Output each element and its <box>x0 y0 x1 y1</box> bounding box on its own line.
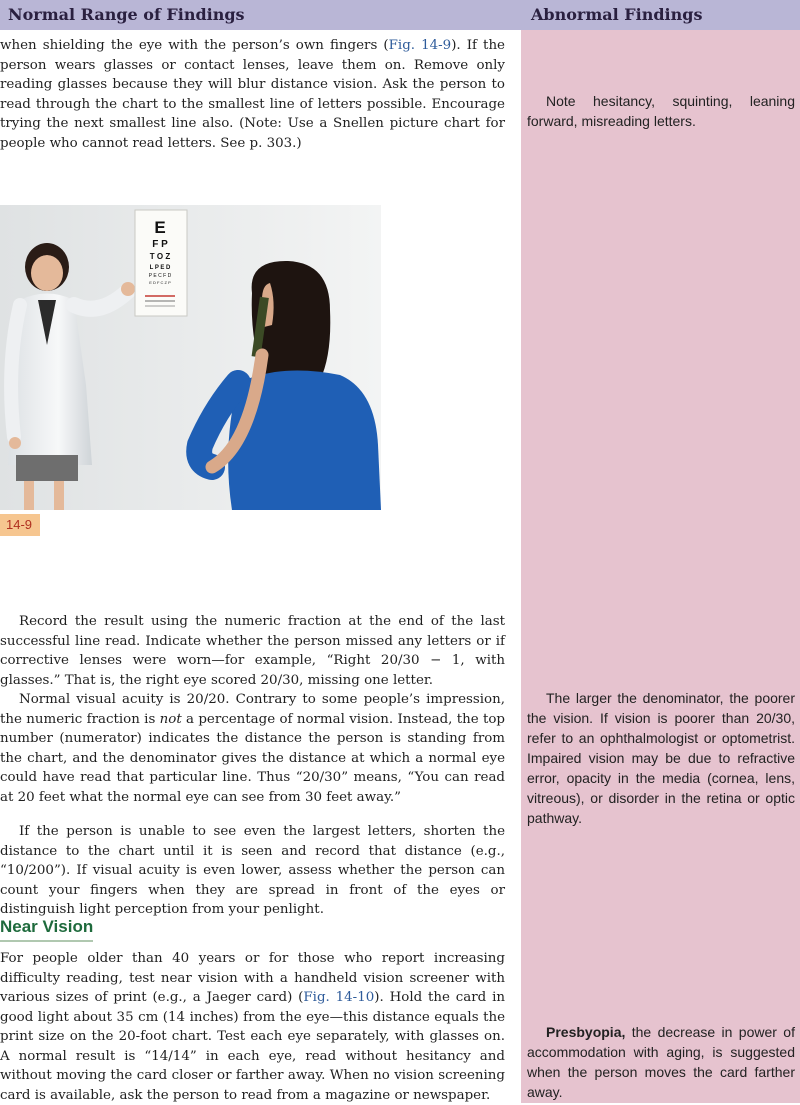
figure-label: 14-9 <box>0 514 40 536</box>
snellen-chart <box>135 210 187 316</box>
svg-text:F P: F P <box>152 239 168 250</box>
svg-text:T O Z: T O Z <box>149 252 171 261</box>
record-result-paragraph: Record the result using the numeric fraction at the end of the last successful line read. Indicate whether the person missed any letters or if corrective lenses were worn—for example, “Right 20/30 − 1, with glasses.” That is, the right eye scored 20/30, missing one letter. <box>0 614 505 688</box>
abnormal-denominator-note: The larger the denominator, the poorer the vision. If vision is poorer than 20/30, refer to an ophthalmologist or optometrist. Impaired vision may be due to refractive error, opacity in the media (cornea, lens, vitreous), or disorder in the retina or optic pathway. <box>527 690 795 826</box>
near-vision-text-end: ). Hold the card in good light about 35 cm (14 inches) from the eye—this distance equals the print size on the 20-foot chart. Test each eye separately, with glasses on. A normal result is “14/14” in each eye, read without hesitancy and without moving the card closer or farther away. When no vision screening card is available, ask the person to read from a magazine or newspaper. <box>0 990 505 1103</box>
figure-14-9-photo <box>0 205 381 510</box>
svg-text:L P E D: L P E D <box>149 265 171 271</box>
near-vision-text-start: For people older than 40 years or for those who report increasing difficulty reading, test near vision with a handheld vision screener with various sizes of print (e.g., a Jaeger card) ( <box>0 951 505 1005</box>
abnormal-presbyopia-note <box>527 1022 795 1102</box>
acuity-emphasis: not <box>159 711 182 727</box>
abnormal-findings-column <box>521 30 800 1103</box>
visual-acuity-paragraph <box>0 690 505 807</box>
abnormal-hesitancy-note: Note hesitancy, squinting, leaning forward, misreading letters. <box>527 93 795 129</box>
abnormal-findings-heading: Abnormal Findings <box>531 5 703 24</box>
table-header <box>0 0 800 30</box>
intro-text-end: ). If the person wears glasses or contact lenses, leave them on. Remove only reading glasses because they will blur distance vision. Ask the person to read through the chart to the smallest line of letters possible. Encourage trying the next smallest line also. (Note: Use a Snellen picture chart for people who cannot read letters. See p. 303.) <box>0 38 505 151</box>
fig-14-9-link[interactable]: Fig. 14-9 <box>388 38 452 53</box>
near-vision-heading: Near Vision <box>0 917 93 942</box>
intro-paragraph <box>0 36 505 153</box>
normal-findings-heading: Normal Range of Findings <box>8 5 245 24</box>
svg-text:E D F C Z P: E D F C Z P <box>149 280 171 285</box>
svg-text:E: E <box>154 218 166 237</box>
near-vision-paragraph <box>0 949 505 1105</box>
intro-text-start: when shielding the eye with the person’s own fingers ( <box>0 38 389 53</box>
acuity-text-start: Normal visual acuity is 20/20. Contrary to some people’s impression, the numeric fraction is <box>0 692 505 727</box>
unable-to-see-paragraph: If the person is unable to see even the largest letters, shorten the distance to the chart until it is seen and record that distance (e.g., “10/200”). If visual acuity is even lower, assess whether the person can count your fingers when they are spread in front of the eyes or distinguish light perception from your penlight. <box>0 824 505 917</box>
svg-text:P E C F D: P E C F D <box>148 273 172 279</box>
fig-14-10-link[interactable]: Fig. 14-10 <box>303 990 375 1005</box>
acuity-text-end: a percentage of normal vision. Instead, the top number (numerator) indicates the distance the person is standing from the chart, and the denominator gives the distance at which a normal eye could have read that particular line. Thus “20/30” means, “You can read at 20 feet what the normal eye can see from 30 feet away.” <box>0 711 505 805</box>
presbyopia-term: Presbyopia, <box>546 1024 626 1040</box>
presbyopia-description: the decrease in power of accommodation with aging, is suggested when the person moves the card farther away. <box>527 1024 795 1100</box>
